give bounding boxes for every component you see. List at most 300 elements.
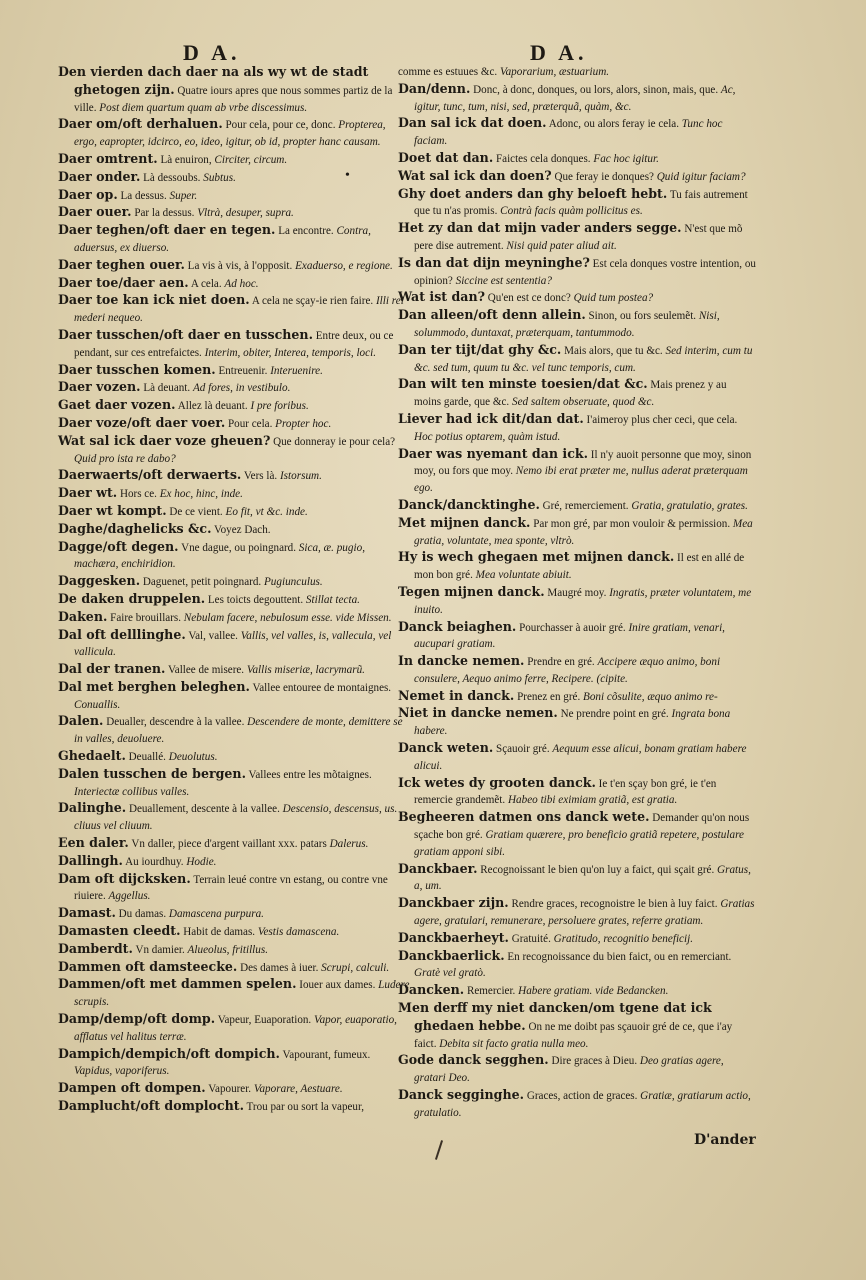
french-gloss: Là deuant. [143, 382, 191, 395]
latin-gloss: Propterea, ergo, eapropter, idcirco, eo, ideo, igitur, ob id, propter hanc causam. [74, 119, 386, 149]
dictionary-entry [58, 1080, 410, 1098]
latin-gloss: I pre foribus. [250, 400, 309, 413]
headword: Ick wetes dy grooten danck. [398, 774, 596, 790]
running-head-left: D A. [183, 40, 241, 65]
dictionary-entry [58, 362, 410, 380]
dictionary-entry [398, 1087, 756, 1122]
dictionary-entry [398, 1052, 756, 1087]
latin-gloss: Ingratis, præter voluntatem, me inuito. [414, 586, 752, 616]
dictionary-entry [398, 930, 756, 948]
dictionary-entry [58, 539, 410, 574]
headword: Is dan dat dijn meyninghe? [398, 254, 590, 270]
latin-gloss: Mea gratia, voluntate, mea sponte, vltrò. [414, 517, 753, 547]
headword: Damberdt. [58, 940, 133, 956]
dictionary-entry [58, 766, 410, 801]
headword: Danckbaerheyt. [398, 929, 509, 945]
french-gloss: Remercier. [466, 985, 516, 998]
headword: Een daler. [58, 835, 129, 851]
french-gloss: Trou par ou sort la vapeur, [246, 1101, 365, 1114]
headword: Wat sal ick daer voze gheuen? [58, 432, 271, 448]
french-gloss: Maugré moy. [547, 586, 607, 599]
french-gloss: Vallee entouree de montaignes. [252, 681, 392, 694]
headword: Danck/dancktinghe. [398, 496, 540, 512]
headword: Dancken. [398, 982, 465, 998]
french-gloss: Pourchasser à auoir gré. [519, 621, 626, 634]
headword: Daer toe/daer aen. [58, 274, 189, 290]
french-gloss: Rendre graces, recognoistre le bien à luy faict. [511, 898, 718, 911]
latin-gloss: Illi rei mederi nequeo. [74, 295, 404, 325]
dictionary-entry [398, 549, 756, 584]
latin-gloss: Gratitudo, recognitio beneficij. [553, 932, 694, 945]
french-gloss: comme es estuues &c. [398, 66, 498, 78]
latin-gloss: Sed saltem obseruate, quod &c. [511, 396, 655, 409]
latin-gloss: Alueolus, fritillus. [187, 943, 269, 956]
headword: In dancke nemen. [398, 653, 525, 669]
dictionary-entry [58, 485, 410, 503]
headword: Daer onder. [58, 168, 141, 184]
headword: Danck weten. [398, 740, 494, 756]
headword: Daken. [58, 608, 108, 624]
latin-gloss: Ac, igitur, tunc, tum, nisi, sed, præterquã, quàm, &c. [414, 83, 736, 113]
latin-gloss: Vaporarium, æstuarium. [499, 66, 610, 78]
dictionary-entry [58, 1046, 410, 1081]
dictionary-entry [398, 497, 756, 515]
dictionary-entry [398, 775, 756, 810]
dictionary-entry [58, 1098, 410, 1116]
dictionary-entry [58, 415, 410, 433]
latin-gloss: Habeo tibi eximiam gratiã, est gratia. [507, 794, 678, 807]
latin-gloss: Subtus. [203, 171, 236, 184]
french-gloss: Habit de damas. [183, 926, 256, 939]
french-gloss: Par mon gré, par mon vouloir & permission. [533, 517, 731, 530]
french-gloss: Que donneray ie pour cela? [273, 435, 396, 448]
french-gloss: Des dames à iuer. [240, 961, 319, 974]
running-head-right: D A. [530, 40, 588, 65]
dictionary-entry [398, 220, 756, 255]
dictionary-entry [398, 255, 756, 290]
latin-gloss: Hodie. [186, 855, 217, 868]
latin-gloss: Nisi quid pater aliud ait. [506, 239, 617, 252]
dictionary-entry [58, 187, 410, 205]
headword: Ghy doet anders dan ghy beloeft hebt. [398, 185, 668, 201]
headword: Daer wt. [58, 485, 118, 501]
headword: Daer was nyemant dan ick. [398, 445, 588, 461]
headword: Dal met berghen beleghen. [58, 678, 250, 694]
headword: Damp/demp/oft domp. [58, 1011, 216, 1027]
headword: Doet dat dan. [398, 149, 494, 165]
headword: Wat ist dan? [398, 289, 485, 305]
latin-gloss: Propter hoc. [275, 417, 332, 430]
dictionary-entry [398, 342, 756, 377]
latin-gloss: Super. [169, 189, 198, 202]
dictionary-entry [58, 591, 410, 609]
dictionary-entry [398, 688, 756, 706]
dictionary-entry [58, 941, 410, 959]
latin-gloss: Vaporare, Aestuare. [253, 1083, 343, 1096]
headword: Damplucht/oft domplocht. [58, 1098, 244, 1114]
headword: Dam oft dijcksken. [58, 870, 191, 886]
french-gloss: Terrain leué contre vn estang, ou contre vne riuiere. [74, 873, 388, 903]
latin-gloss: Istorsum. [279, 470, 322, 483]
french-gloss: Au iourdhuy. [125, 855, 184, 868]
french-gloss: Là dessoubs. [143, 171, 201, 184]
french-gloss: Prenez en gré. [517, 690, 581, 703]
dictionary-entry [58, 204, 410, 222]
latin-gloss: Scrupi, calculi. [321, 961, 390, 974]
dictionary-entry [398, 168, 756, 186]
latin-gloss: Debita sit facto gratia nulla meo. [439, 1037, 589, 1050]
dictionary-entry [398, 861, 756, 896]
dictionary-entry [58, 379, 410, 397]
latin-gloss: Sica, æ. pugio, machæra, enchiridion. [74, 541, 365, 571]
french-gloss: Demander qu'on nous sçache bon gré. [414, 812, 750, 842]
headword: Met mijnen danck. [398, 514, 531, 530]
french-gloss: Ne prendre point en gré. [560, 708, 669, 721]
latin-gloss: Contrà facis quàm pollicitus es. [500, 205, 643, 218]
latin-gloss: Eo fit, vt &c. inde. [225, 505, 308, 518]
french-gloss: Gré, remerciement. [542, 499, 629, 512]
latin-gloss: Interim, obiter, Interea, temporis, loci. [204, 346, 377, 359]
latin-gloss: Vallis, vel valles, is, vallecula, vel vallicula. [74, 629, 392, 659]
dictionary-entry [58, 467, 410, 485]
latin-gloss: Aequum esse alicui, bonam gratiam habere alicui. [414, 743, 747, 772]
french-gloss: La vis à vis, à l'opposit. [187, 259, 293, 272]
french-gloss: I'aimeroy plus cher ceci, que cela. [586, 413, 738, 426]
french-gloss: Vallee de misere. [168, 664, 245, 677]
dictionary-entry [58, 1011, 410, 1046]
latin-gloss: Damascena purpura. [168, 908, 264, 921]
french-gloss: Mais alors, que tu &c. [564, 344, 663, 357]
left-column [58, 64, 410, 1116]
headword: Dan ter tijt/dat ghy &c. [398, 341, 562, 357]
headword: Dammen oft damsteecke. [58, 958, 238, 974]
latin-gloss: Conuallis. [74, 698, 121, 711]
french-gloss: Prendre en gré. [527, 656, 595, 669]
headword: Begheeren datmen ons danck wete. [398, 809, 650, 825]
french-gloss: Entreuenir. [218, 364, 268, 377]
dictionary-entry [58, 275, 410, 293]
latin-gloss: Fac hoc igitur. [593, 152, 659, 165]
french-gloss: Il n'y auoit personne que moy, sinon moy, ou fors que moy. [414, 448, 752, 478]
dictionary-entry [398, 150, 756, 168]
french-gloss: A cela ne sçay-ie rien faire. [251, 295, 374, 308]
dictionary-entry [58, 151, 410, 169]
dictionary-entry [58, 713, 410, 748]
dictionary-entry [58, 397, 410, 415]
latin-gloss: Deuolutus. [168, 751, 218, 764]
latin-gloss: Vapor, euaporatio, afflatus vel halitus terræ. [74, 1014, 397, 1043]
french-gloss: Iouer aux dames. [299, 979, 376, 992]
headword: Men derff my niet dancken/om tgene dat ick ghedaen hebbe. [398, 1000, 712, 1033]
headword: Danckbaerlick. [398, 947, 505, 963]
headword: Dampich/dempich/oft dompich. [58, 1045, 280, 1061]
headword: Danck segginghe. [398, 1087, 525, 1103]
headword: Daer om/oft derhaluen. [58, 116, 223, 132]
dictionary-entry [58, 64, 410, 116]
headword: Nemet in danck. [398, 687, 515, 703]
headword: Daer voze/oft daer voer. [58, 414, 226, 430]
headword: Dalen. [58, 713, 104, 729]
dictionary-entry [58, 627, 410, 662]
headword: Liever had ick dit/dan dat. [398, 410, 584, 426]
latin-gloss: Pugiunculus. [263, 576, 323, 589]
french-gloss: Pour cela. [228, 417, 273, 430]
french-gloss: Val, vallee. [188, 629, 238, 642]
dictionary-entry [58, 661, 410, 679]
latin-gloss: Post diem quartum quam ab vrbe discessimus. [99, 101, 308, 114]
latin-gloss: Nemo ibi erat præter me, nullus aderat præterquam ego. [414, 465, 748, 495]
dictionary-entry [58, 116, 410, 151]
headword: Damast. [58, 905, 116, 921]
headword: Den vierden dach daer na als wy wt de stadt ghetogen zijn. [58, 64, 369, 97]
catchword: D'ander [694, 1132, 756, 1148]
latin-gloss: Vestis damascena. [257, 926, 340, 939]
french-gloss: Que feray ie donques? [554, 170, 654, 183]
pen-stroke-mark [435, 1140, 443, 1160]
headword: Dampen oft dompen. [58, 1080, 206, 1096]
french-gloss: Sinon, ou fors seulemẽt. [588, 310, 697, 323]
latin-gloss: Mea voluntate abiuit. [475, 569, 572, 582]
dictionary-entry [398, 740, 756, 775]
french-gloss: Là enuiron, [160, 153, 212, 166]
french-gloss: Quatre iours apres que nous sommes partiz de la ville. [74, 84, 393, 114]
french-gloss: Mais prenez y au moins garde, que &c. [414, 379, 727, 409]
headword: De daken druppelen. [58, 590, 206, 606]
headword: Tegen mijnen danck. [398, 583, 545, 599]
latin-gloss: Gratiam quærere, pro beneficio gratiã repetere, postulare gratiam apponi sibi. [414, 829, 744, 858]
latin-gloss: Descendere de monte, demittere se in valles, deuoluere. [74, 716, 403, 746]
dictionary-entry [58, 748, 410, 766]
latin-gloss: Gratè vel gratò. [414, 967, 486, 980]
headword: Dalinghe. [58, 800, 127, 816]
latin-gloss: Exaduerso, e regione. [295, 259, 393, 272]
french-gloss: Il est en allé de mon bon gré. [414, 552, 745, 582]
french-gloss: Vallees entre les mõtaignes. [248, 768, 372, 781]
headword: Dalen tusschen de bergen. [58, 765, 246, 781]
french-gloss: On ne me doibt pas sçauoir gré de ce, que i'ay faict. [414, 1020, 733, 1050]
french-gloss: Vapourer. [208, 1083, 252, 1096]
french-gloss: Deuallé. [128, 751, 166, 764]
dictionary-entry [58, 292, 410, 327]
latin-gloss: Ingrata bona habere. [414, 708, 731, 738]
latin-gloss: Siccine est sententia? [455, 274, 552, 287]
dictionary-entry [58, 835, 410, 853]
headword: Danckbaer zijn. [398, 895, 509, 911]
french-gloss: Par la dessus. [134, 207, 195, 220]
latin-gloss: Inire gratiam, venari, aucupari gratiam. [414, 621, 725, 651]
french-gloss: De ce vient. [169, 505, 223, 518]
dictionary-entry [58, 871, 410, 906]
headword: Ghedaelt. [58, 748, 126, 764]
headword: Dan/denn. [398, 80, 471, 96]
dictionary-entry [58, 609, 410, 627]
french-gloss: Pour cela, pour ce, donc. [225, 119, 336, 132]
latin-gloss: Habere gratiam. vide Bedancken. [518, 985, 669, 998]
headword: Daer tusschen komen. [58, 361, 216, 377]
headword: Daggesken. [58, 573, 141, 589]
dictionary-entry [398, 376, 756, 411]
latin-gloss: Gratus, a, um. [414, 863, 751, 893]
latin-gloss: Interuenire. [270, 364, 323, 377]
french-gloss: Allez là deuant. [177, 400, 248, 413]
headword: Dan alleen/oft denn allein. [398, 307, 586, 323]
french-gloss: En recognoissance du bien faict, ou en remerciant. [507, 950, 732, 963]
dictionary-entry [398, 982, 756, 1000]
dictionary-entry [398, 619, 756, 654]
french-gloss: Donc, à donc, donques, ou lors, alors, sinon, mais, que. [473, 83, 719, 96]
dictionary-entry [398, 186, 756, 221]
french-gloss: Entre deux, ou ce pendant, sur ces entrefaictes. [74, 329, 394, 359]
french-gloss: Qu'en est ce donc? [487, 292, 571, 305]
french-gloss: Deuallement, descente à la vallee. [128, 803, 280, 816]
dictionary-entry [58, 976, 410, 1011]
french-gloss: Vapeur, Euaporation. [217, 1014, 312, 1027]
latin-gloss: Quid pro ista re dabo? [74, 452, 176, 465]
dictionary-entry [58, 905, 410, 923]
latin-gloss: Quid igitur faciam? [656, 170, 746, 183]
french-gloss: Vers là. [243, 470, 278, 483]
dictionary-entry [58, 503, 410, 521]
french-gloss: Est cela donques vostre intention, ou opinion? [414, 257, 756, 287]
headword: Het zy dan dat mijn vader anders segge. [398, 220, 682, 236]
latin-gloss: Vapidus, vaporiferus. [74, 1065, 170, 1078]
headword: Daer wt kompt. [58, 502, 167, 518]
headword: Dallingh. [58, 852, 123, 868]
dictionary-entry [398, 1000, 756, 1052]
latin-gloss: Nisi, solummodo, duntaxat, præterquam, tantummodo. [414, 310, 720, 339]
latin-gloss: Sed interim, cum tu &c. sed tum, quum tu &c. vel tunc temporis, cum. [414, 344, 753, 374]
french-gloss: Deualler, descendre à la vallee. [106, 716, 245, 729]
latin-gloss: Ludere scrupis. [74, 979, 410, 1009]
dictionary-entry [58, 327, 410, 362]
latin-gloss: Hoc potius optarem, quàm istud. [414, 430, 561, 443]
headword: Daer ouer. [58, 204, 132, 220]
headword: Daer op. [58, 186, 118, 202]
headword: Hy is wech ghegaen met mijnen danck. [398, 549, 675, 565]
headword: Dammen/oft met dammen spelen. [58, 976, 297, 992]
headword: Dal oft delllinghe. [58, 626, 186, 642]
latin-gloss: Nebulam facere, nebulosum esse. vide Missen. [183, 611, 392, 624]
dictionary-entry [58, 222, 410, 257]
dictionary-entry [398, 446, 756, 497]
dictionary-entry [398, 411, 756, 446]
french-gloss: Hors ce. [119, 488, 157, 501]
french-gloss: Tu fais autrement que tu n'as promis. [414, 188, 748, 218]
headword: Gaet daer vozen. [58, 397, 176, 413]
dictionary-entry [398, 948, 756, 983]
ink-dot-mark: • [345, 168, 350, 183]
latin-gloss: Quid tum postea? [573, 292, 654, 305]
dictionary-entry [398, 289, 756, 307]
dictionary-entry [58, 573, 410, 591]
headword: Daerwaerts/oft derwaerts. [58, 467, 242, 483]
dictionary-entry [58, 853, 410, 871]
french-gloss: Recognoissant le bien qu'on luy a faict, qui sçait gré. [480, 863, 715, 876]
dictionary-entry [398, 307, 756, 342]
latin-gloss: Ex hoc, hinc, inde. [159, 488, 243, 501]
headword: Gode danck segghen. [398, 1052, 549, 1068]
headword: Wat sal ick dan doen? [398, 167, 552, 183]
latin-gloss: Circiter, circum. [214, 153, 288, 166]
latin-gloss: Gratia, gratulatio, grates. [631, 499, 748, 512]
french-gloss: Du damas. [118, 908, 167, 921]
french-gloss: Ie t'en sçay bon gré, ie t'en remercie grandemẽt. [414, 777, 717, 807]
french-gloss: Faictes cela donques. [496, 152, 591, 165]
dictionary-entry [398, 705, 756, 740]
latin-gloss: Tunc hoc faciam. [414, 118, 723, 148]
headword: Daer tusschen/oft daer en tusschen. [58, 326, 313, 342]
headword: Dagge/oft degen. [58, 538, 179, 554]
dictionary-entry [58, 959, 410, 977]
french-gloss: Graces, action de graces. [526, 1090, 638, 1103]
french-gloss: Vn damier. [135, 943, 185, 956]
latin-gloss: Deo gratias agere, gratari Deo. [414, 1055, 724, 1085]
headword: Danck beiaghen. [398, 618, 517, 634]
headword: Daer toe kan ick niet doen. [58, 292, 250, 308]
french-gloss: Faire brouillars. [110, 611, 182, 624]
french-gloss: Sçauoir gré. [496, 743, 550, 756]
french-gloss: Gratuité. [511, 932, 551, 945]
dictionary-entry [398, 64, 756, 81]
dictionary-entry [398, 584, 756, 619]
dictionary-entry [58, 169, 410, 187]
latin-gloss: Vallis miseriæ, lacrymarũ. [246, 664, 365, 677]
french-gloss: Dire graces à Dieu. [551, 1055, 638, 1068]
dictionary-entry [398, 81, 756, 116]
headword: Daer omtrent. [58, 150, 158, 166]
latin-gloss: Dalerus. [329, 838, 369, 851]
french-gloss: Voyez Dach. [214, 523, 271, 536]
dictionary-entry [58, 257, 410, 275]
french-gloss: Adonc, ou alors feray ie cela. [548, 118, 679, 131]
headword: Daghe/daghelicks &c. [58, 520, 212, 536]
latin-gloss: Boni cõsulite, æquo animo re- [583, 690, 718, 703]
french-gloss: A cela. [190, 277, 222, 290]
latin-gloss: Ad fores, in vestibulo. [192, 382, 291, 395]
latin-gloss: Contra, aduersus, ex diuerso. [74, 225, 371, 254]
dictionary-entry [58, 923, 410, 941]
headword: Daer teghen ouer. [58, 256, 185, 272]
dictionary-entry [58, 679, 410, 714]
latin-gloss: Aggellus. [108, 890, 151, 903]
dictionary-entry [58, 433, 410, 468]
french-gloss: Vne dague, ou poingnard. [181, 541, 297, 554]
headword: Dan sal ick dat doen. [398, 115, 547, 131]
dictionary-entry [398, 895, 756, 930]
dictionary-entry [398, 809, 756, 860]
headword: Dan wilt ten minste toesien/dat &c. [398, 376, 648, 392]
latin-gloss: Vltrà, desuper, supra. [197, 207, 294, 220]
right-column [398, 64, 756, 1122]
french-gloss: N'est que mõ pere dise autrement. [414, 223, 743, 252]
headword: Daer vozen. [58, 379, 141, 395]
latin-gloss: Interiectæ collibus valles. [74, 785, 190, 798]
french-gloss: La encontre. [278, 225, 334, 238]
headword: Dal der tranen. [58, 661, 166, 677]
dictionary-entry [58, 800, 410, 835]
headword: Danckbaer. [398, 860, 478, 876]
french-gloss: Vn daller, piece d'argent vaillant xxx. patars [131, 838, 327, 851]
latin-gloss: Stillat tecta. [305, 593, 360, 606]
dictionary-entry [58, 521, 410, 539]
headword: Daer teghen/oft daer en tegen. [58, 222, 276, 238]
headword: Niet in dancke nemen. [398, 705, 558, 721]
latin-gloss: Gratias agere, gratulari, remunerare, persoluere grates, referre gratiam. [414, 898, 755, 928]
latin-gloss: Gratiæ, gratiarum actio, gratulatio. [414, 1090, 751, 1119]
headword: Damasten cleedt. [58, 923, 181, 939]
french-gloss: Daguenet, petit poingnard. [142, 576, 262, 589]
latin-gloss: Ad hoc. [224, 277, 259, 290]
